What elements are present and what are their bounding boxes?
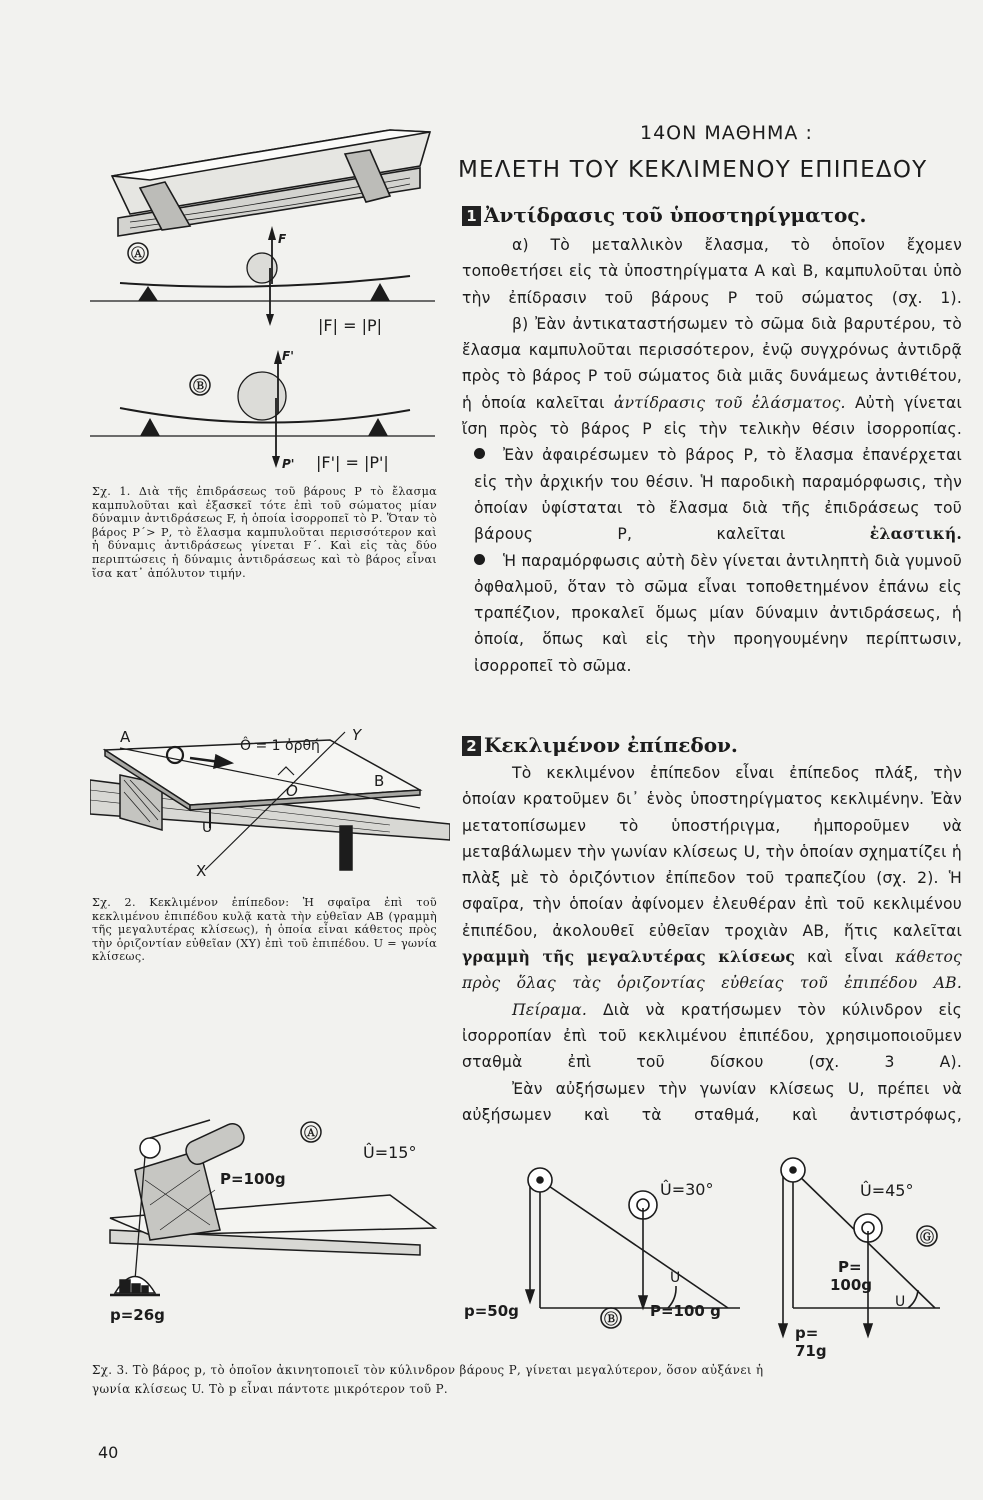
section-2-body (462, 760, 962, 1128)
figure-2 (90, 720, 450, 890)
panel-c-weight-2: 100g (830, 1276, 873, 1294)
label-a: A (120, 728, 131, 746)
bullet-icon (474, 448, 485, 459)
equation-b: |F'| = |P'| (316, 453, 389, 472)
term-perpendicular: κάθετος πρὸς ὅλας τὰς ὁριζοντίας εὐθείας τοῦ ἐπιπέδου ΑΒ. (462, 948, 962, 993)
panel-b-label: Ⓑ (604, 1312, 618, 1328)
panel-c-angle: Û=45° (860, 1181, 914, 1200)
label-u: U (202, 820, 213, 836)
panel-b-weight: P=100 g (650, 1302, 721, 1320)
panel-c-weight-1: P= (838, 1258, 862, 1276)
paragraph-a: α) Τὸ μεταλλικὸν ἔλασμα, τὸ ὁποῖον ἔχομεν τοποθετήσει εἰς τὰ ὑποστηρίγματα Α καὶ Β, καμπυλοῦται ὑπὸ τὴν ἐπίδρασιν τοῦ βάρους Ρ τοῦ σώματος (σχ. 1). (462, 236, 962, 307)
page-number: 40 (98, 1443, 119, 1462)
figure-2-caption: Σχ. 2. Κεκλιμένον ἐπίπεδον: Ἡ σφαῖρα ἐπὶ τοῦ κεκλιμένου ἐπιπέδου κυλᾷ κατὰ τὴν εὐθεῖαν ΑΒ (γραμμὴ τῆς μεγαλυτέρας κλίσεως), ἡ ὁποία εἶναι κάθετος πρὸς τὴν ὁριζοντίαν εὐθεῖαν (ΧΥ) ἐπὶ τοῦ ἐπιπέδου. U = γωνία κλίσεως. (92, 896, 437, 964)
panel-c-u-label: U (895, 1294, 906, 1310)
panel-a-counter-weight: p=26g (110, 1306, 165, 1324)
force-f-label: F (278, 232, 287, 246)
term-steepest-line: γραμμὴ τῆς μεγαλυτέρας κλίσεως (462, 947, 796, 967)
panel-b-angle: Û=30° (660, 1180, 714, 1199)
label-x: X (196, 862, 207, 880)
lesson-number: 14ΟΝ ΜΑΘΗΜΑ : (640, 122, 813, 144)
label-y: Y (352, 726, 362, 744)
section-1-heading-text: Ἀντίδρασις τοῦ ὑποστηρίγματος. (484, 203, 867, 227)
section-2-number: 2 (462, 736, 481, 756)
section-2-text: Τὸ κεκλιμένον ἐπίπεδον εἶναι ἐπίπεδος πλάξ, τὴν ὁποίαν κρατοῦμεν δι᾽ ἑνὸς ὑποστηρίγματος κεκλιμένην. Ἐὰν μετατοπίσωμεν τὸ ὑποστήριγμα, ἠμποροῦμεν νὰ μεταβάλωμεν τὴν γωνίαν κλίσεως U, τὴν ὁποίαν σχηματίζει ἡ πλὰξ μὲ τὸ ὁριζόντιον ἐπίπεδον τοῦ τραπεζίου (σχ. 2). Ἡ σφαῖρα, τὴν ὁποίαν ἀφίνομεν ἐλευθέραν ἐπὶ τοῦ κεκλιμένου ἐπιπέδου, ἀκολουθεῖ εὐθεῖαν τροχιὰν ΑΒ, ἥτις καλεῖται (462, 764, 962, 940)
fig1-panel-a (90, 226, 435, 335)
fig1-label-b: Ⓑ (193, 379, 207, 395)
label-o: O (286, 782, 298, 800)
angle-label: Ô = 1 ὀρθή (240, 738, 320, 754)
fig1-panel-b (90, 349, 435, 472)
panel-a-label: Ⓐ (304, 1126, 318, 1142)
bullet-paragraph-1 (462, 442, 962, 547)
term-elastic: ἐλαστική. (869, 524, 962, 544)
bullet-paragraph-2 (462, 548, 962, 679)
paragraph-b-end: Αὐτὴ γίνεται ἴση πρὸς τὸ βάρος Ρ εἰς τὴν τελικὴν θέσιν ἰσορροπίας. (462, 393, 962, 439)
fig1-board (112, 130, 430, 236)
fig1-label-a: Ⓐ (131, 247, 145, 263)
section-1-heading (462, 203, 867, 227)
panel-c-counter-2: 71g (795, 1342, 827, 1360)
bullet-icon (474, 554, 485, 565)
section-2-paragraph-2: Ἐὰν αὐξήσωμεν τὴν γωνίαν κλίσεως U, πρέπει νὰ αὐξήσωμεν καὶ τὰ σταθμά, καὶ ἀντιστρόφως, (462, 1079, 962, 1124)
figure-3-caption: Σχ. 3. Τὸ βάρος p, τὸ ὁποῖον ἀκινητοποιεῖ τὸν κύλινδρον βάρους Ρ, γίνεται μεγαλύτερον, ὅσον αὐξάνει ἡ γωνία κλίσεως U. Τὸ p εἶναι πάντοτε μικρότερον τοῦ Ρ. (92, 1363, 764, 1396)
experiment-paragraph (462, 997, 962, 1076)
figure-1 (90, 118, 450, 488)
panel-c-counter-1: p= (795, 1324, 819, 1342)
page-title: ΜΕΛΕΤΗ ΤΟΥ ΚΕΚΛΙΜΕΝΟΥ ΕΠΙΠΕΔΟΥ (458, 157, 928, 183)
equation-a: |F| = |P| (318, 316, 382, 335)
section-2-heading (462, 733, 738, 757)
label-b: B (374, 772, 385, 790)
bullet-1-text: Ἐὰν ἀφαιρέσωμεν τὸ βάρος Ρ, τὸ ἔλασμα ἐπανέρχεται εἰς τὴν ἀρχικήν του θέσιν. Ἡ παροδικὴ παραμόρφωσις, τὴν ὁποίαν ὑφίσταται τὸ ἔλασμα διὰ τῆς ἐπιδράσεως τοῦ βάρους Ρ, καλεῖται (474, 446, 962, 544)
section-2-mid: καὶ εἶναι (807, 948, 884, 967)
bullet-2-text: Ἡ παραμόρφωσις αὐτὴ δὲν γίνεται ἀντιληπτὴ διὰ γυμνοῦ ὀφθαλμοῦ, ὅταν τὸ σῶμα εἶναι τοποθετημένον ἐπάνω εἰς τραπέζιον, προκαλεῖ ὅμως μίαν δύναμιν ἀντιδράσεως, ἡ ὁποία, ὅπως καὶ εἰς τὴν προηγουμένην περίπτωσιν, ἰσορροπεῖ τὸ σῶμα. (474, 551, 962, 675)
section-1-body (462, 232, 962, 679)
figure-3 (90, 1110, 960, 1360)
section-2-heading-text: Κεκλιμένον ἐπίπεδον. (484, 733, 738, 757)
experiment-label: Πείραμα. (512, 1000, 588, 1019)
term-reaction: ἀντίδρασις τοῦ ἐλάσματος. (613, 393, 846, 412)
paragraph-b-text: β) Ἐὰν ἀντικαταστήσωμεν τὸ σῶμα διὰ βαρυτέρου, τὸ ἔλασμα καμπυλοῦται περισσότερον, ἐνῷ συγχρόνως ἀντιδρᾷ πρὸς τὸ βάρος Ρ τοῦ σώματος διὰ μιᾶς δυνάμεως ἀντιθέτου, ἡ ὁποία καλεῖται (462, 314, 962, 412)
force-f2-label: F' (282, 349, 294, 363)
panel-c-label: Ⓖ (920, 1230, 934, 1246)
panel-b-u-label: U (670, 1270, 681, 1286)
paragraph-b (462, 311, 962, 442)
panel-a-angle: Û=15° (363, 1143, 417, 1162)
section-1-number: 1 (462, 206, 481, 226)
section-2-paragraph-1 (462, 760, 962, 997)
figure-1-caption: Σχ. 1. Διὰ τῆς ἐπιδράσεως τοῦ βάρους Ρ τὸ ἔλασμα καμπυλοῦται καὶ ἐξασκεῖ τότε ἐπὶ τοῦ σώματος μίαν δύναμιν ἀντιδράσεως F, ἡ ὁποία ἰσορροπεῖ τὸ Ρ. Ὅταν τὸ βάρος Ρ΄> Ρ, τὸ ἔλασμα καμπυλοῦται περισσότερον καὶ ἡ δύναμις ἀντιδράσεως γίνεται F΄. Καὶ εἰς τὰς δύο περιπτώσεις ἡ δύναμις ἀντιδράσεως καὶ τὸ βάρος εἶναι ἴσα κατ᾽ ἀπόλυτον τιμήν. (92, 485, 437, 580)
weight-p2-label: P' (282, 457, 295, 471)
experiment-text: Διὰ νὰ κρατήσωμεν τὸν κύλινδρον εἰς ἰσορροπίαν ἐπὶ τοῦ κεκλιμένου ἐπιπέδου, χρησιμοποιοῦμεν σταθμὰ ἐπὶ τοῦ δίσκου (σχ. 3 Α). (462, 1000, 962, 1072)
panel-a-weight: P=100g (220, 1170, 286, 1188)
panel-b-counter-weight: p=50g (464, 1302, 519, 1320)
